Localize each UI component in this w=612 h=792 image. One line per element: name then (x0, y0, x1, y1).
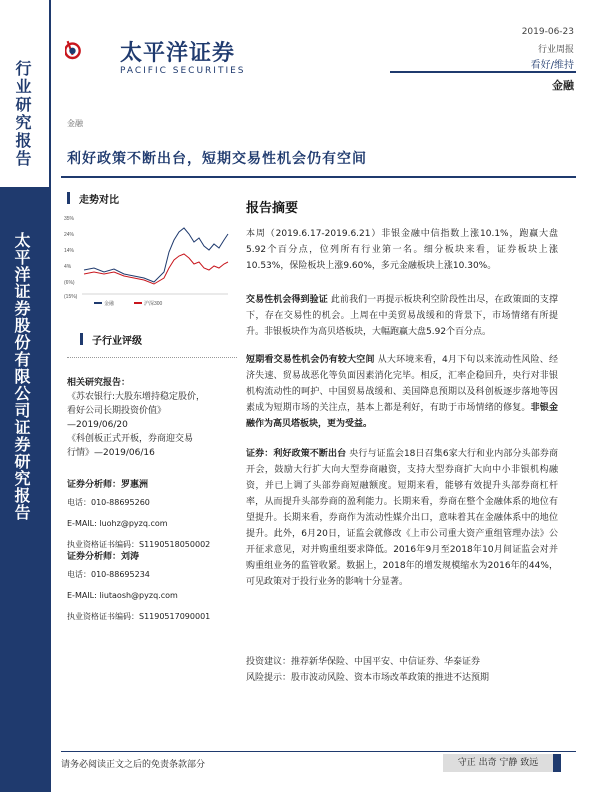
analyst-cert: 执业资格证书编码：S1190518050002 (67, 540, 211, 549)
paragraph-lead: 短期看交易性机会仍有较大空间 (246, 355, 375, 365)
section-marker (67, 192, 70, 204)
analyst-email: E-MAIL: liutaosh@pyzq.com (67, 591, 178, 600)
analyst-phone: 电话：010-88695234 (67, 570, 150, 579)
risk-tip: 风险提示：股市波动风险、资本市场改革政策的推进不达预期 (246, 673, 490, 683)
paragraph-body: 从大环境来看，4月下旬以来流动性风险、经济失速、贸易战恶化等负面因素消化完毕。相反，汇率企稳回升，央行对非银机构流动性的呵护、中国贸易战缓和、美国降息预期以及科创板逐步落地等因素成为短期市场的关注点，基本上都是利好，有助于市场情绪的修复。 (246, 355, 558, 413)
sidebar-bottom (0, 187, 51, 792)
report-type: 行业周报 (537, 45, 574, 55)
paragraph-tail: 非银金融作为高贝塔板块，更为受益。 (246, 403, 558, 429)
legend-swatch (94, 302, 102, 304)
related-line: —2019/06/20 (67, 420, 128, 430)
related-reports (67, 376, 239, 460)
trend-heading: 走势对比 (79, 195, 119, 206)
page-title: 利好政策不断出台，短期交易性机会仍有空间 (67, 151, 367, 167)
summary-paragraph-4 (246, 446, 558, 590)
analyst-2 (67, 550, 239, 623)
related-line: 看好公司长期投资价值》 (67, 406, 167, 416)
sidebar-bottom-label: 太平洋证券股份有限公司证券研究报告 (12, 232, 31, 521)
y-tick-label: (6%) (64, 280, 75, 286)
header-sector: 金融 (552, 79, 574, 92)
legend-swatch (134, 302, 142, 304)
y-tick-label: 24% (64, 232, 75, 238)
analyst-1 (67, 478, 239, 551)
logo-text-en: PACIFIC SECURITIES (120, 66, 246, 76)
trend-chart (64, 212, 232, 308)
analyst-heading: 证券分析师：罗惠洲 (67, 480, 149, 490)
rating-heading: 子行业评级 (92, 336, 142, 347)
summary-paragraph-3 (246, 352, 558, 432)
industry-rating: 看好/维持 (530, 60, 574, 71)
title-rule (61, 176, 576, 178)
related-line: 行情》—2019/06/16 (67, 448, 155, 458)
paragraph-body: 央行与证监会18日召集6家大行和业内部分头部券商开会，鼓励大行扩大向大型券商融资，支持大型券商扩大向中小非银机构融资，并已上调了头部券商短融额度。短期来看，能够有效提升头部券商杠杆率，从而提升头部券商的盈利能力。长期来看，券商在整个金融体系的地位有望提升。长期来看，券商作为流动性媒介出口，意味着其在金融体系中的地位提升。此外，6月20日，证监会就修改《上市公司重大资产重组管理办法》公开征求意见，对并购重组要求降低。2016年9月至2018年10月间证监会对并购重组业务的监管收紧。数据上，2018年的增发规模缩水为2016年的44%，可见政策对于投行业务的影响十分显著。 (246, 449, 558, 587)
y-tick-label: 14% (64, 248, 75, 254)
section-marker (80, 333, 83, 345)
analyst-cert: 执业资格证书编码：S1190517090001 (67, 612, 211, 621)
invest-advice: 投资建议：推荐新华保险、中国平安、中信证券、华泰证券 (246, 657, 481, 667)
sector-tag: 金融 (67, 119, 83, 128)
paragraph-lead: 证券：利好政策不断出台 (246, 449, 347, 459)
summary-paragraph-2 (246, 292, 558, 340)
legend-label: 沪深300 (144, 301, 163, 307)
analyst-email: E-MAIL: luohz@pyzq.com (67, 519, 168, 528)
divider (67, 357, 237, 358)
summary-heading: 报告摘要 (246, 201, 299, 216)
sidebar-top (0, 0, 51, 187)
logo-core (69, 48, 75, 54)
summary-paragraph-1: 本周（2019.6.17-2019.6.21）非银金融中信指数上涨10.1%，跑赢大盘5.92个百分点，位列所有行业第一名。细分板块来看，证券板块上涨10.53%，保险板块上涨9.60%，多元金融板块上涨10.30%。 (246, 229, 558, 271)
report-date: 2019-06-23 (521, 27, 574, 37)
legend-label: 金融 (104, 301, 115, 307)
logo-text-cn: 太平洋证券 (120, 41, 236, 66)
footer-rule (61, 751, 576, 752)
header-rule (390, 71, 576, 73)
footer-motto: 守正 出奇 宁静 致远 (443, 754, 553, 772)
paragraph-body: 此前我们一再提示板块利空阶段性出尽，在政策面的支撑下，存在交易性的机会。上周在中美贸易战缓和的背景下，市场情绪有所提升。非银板块作为高贝塔板块，大幅跑赢大盘5.92个百分点。 (246, 295, 558, 337)
company-logo (65, 15, 121, 85)
y-tick-label: 35% (64, 216, 75, 222)
related-line: 《科创板正式开板，券商迎交易 (67, 434, 194, 444)
y-tick-label: 4% (64, 264, 72, 270)
analyst-phone: 电话：010-88695260 (67, 498, 150, 507)
analyst-heading: 证券分析师：刘涛 (67, 552, 140, 562)
sidebar-top-label: 行业研究报告 (13, 60, 32, 168)
paragraph-lead: 交易性机会得到验证 (246, 295, 328, 305)
footer-accent (553, 754, 561, 772)
related-heading: 相关研究报告： (67, 378, 131, 388)
related-line: 《苏农银行:大股东增持稳定股价， (67, 392, 206, 402)
y-tick-label: (15%) (64, 294, 78, 300)
footer-disclaimer: 请务必阅读正文之后的免责条款部分 (61, 760, 206, 770)
